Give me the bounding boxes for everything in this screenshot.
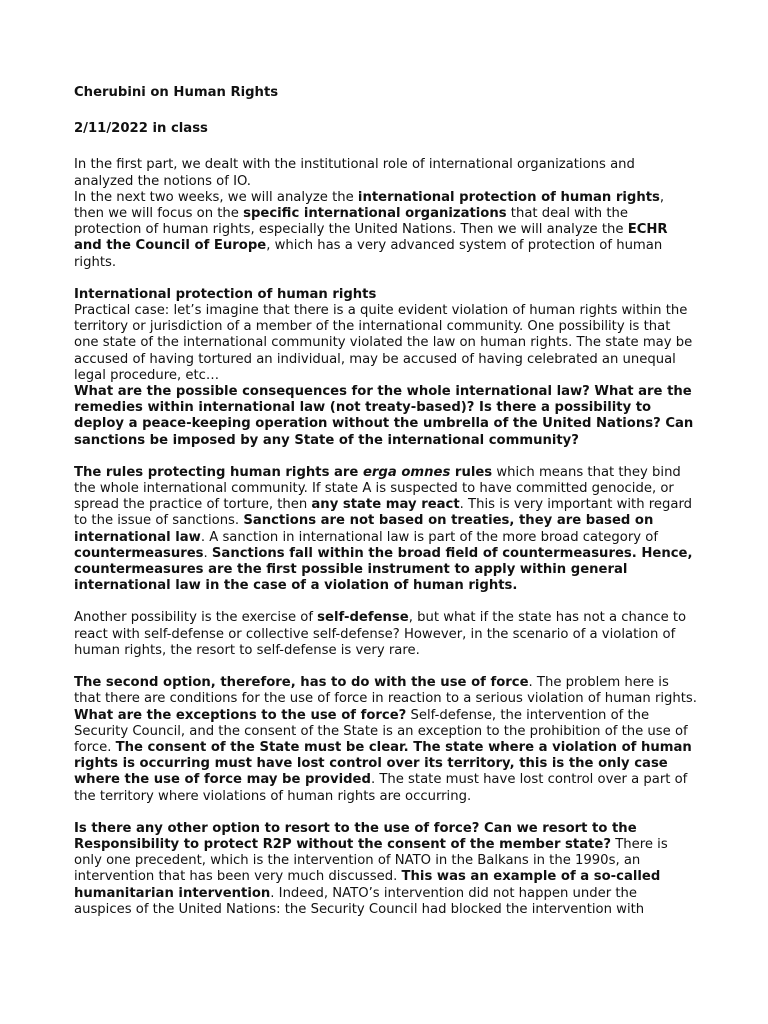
text-run: . The state must have lost control over a part of the territory where violations of human rights are occurring. bbox=[74, 772, 688, 804]
bold-run: The rules protecting human rights are bbox=[74, 464, 363, 480]
bold-run: countermeasures bbox=[74, 545, 204, 561]
section-heading: International protection of human rights bbox=[74, 286, 377, 302]
intro-paragraph-2 bbox=[74, 190, 698, 271]
bold-run: any state may react bbox=[311, 497, 460, 513]
text-run: that deal with the protection of human rights, especially the United Nations. Then we will analyze the bbox=[74, 206, 628, 238]
text-run: . The problem here is that there are conditions for the use of force in reaction to a serious violation of human rights. bbox=[74, 675, 697, 707]
r2p-paragraph bbox=[74, 821, 698, 918]
bold-run: The second option, therefore, has to do with the use of force bbox=[74, 675, 529, 691]
text-run: . bbox=[203, 545, 212, 561]
questions-paragraph: What are the possible consequences for the whole international law? What are the remedies within international law (not treaty-based)? Is there a possibility to deploy a peace-keeping operation without the umbrella of the United Nations? Can sanctions be imposed by any State of the international community? bbox=[74, 384, 694, 448]
text-run: , which has a very advanced system of protection of human rights. bbox=[74, 238, 663, 270]
text-run: . This is very important with regard to the issue of sanctions. bbox=[74, 497, 693, 529]
bold-run: This was an example of a so-called humanitarian intervention bbox=[74, 869, 661, 901]
italic-run: erga omnes bbox=[362, 464, 451, 480]
text-run: Another possibility is the exercise of bbox=[74, 610, 318, 626]
bold-run: Sanctions fall within the broad field of countermeasures. Hence, countermeasures are the first possible instrument to apply within general international law in the case of a violation of human rights. bbox=[74, 545, 693, 594]
erga-omnes-paragraph bbox=[74, 465, 698, 595]
text-run: . A sanction in international law is part of the more broad category of bbox=[200, 529, 658, 545]
bold-run: rules bbox=[450, 464, 493, 480]
bold-run: Sanctions are not based on treaties, they are based on international law bbox=[74, 513, 654, 545]
document-date: 2/11/2022 in class bbox=[74, 121, 208, 137]
text-run: In the next two weeks, we will analyze the bbox=[74, 189, 358, 205]
bold-run: specific international organizations bbox=[243, 206, 507, 222]
bold-run: ECHR and the Council of Europe bbox=[74, 222, 668, 254]
text-run: . Indeed, NATO’s intervention did not happen under the auspices of the United Nations: the Security Council had blocked the intervention with bbox=[74, 885, 645, 917]
text-run: There is only one precedent, which is the intervention of NATO in the Balkans in the 1990s, an intervention that has been very much discussed. bbox=[74, 836, 668, 885]
text-run: , but what if the state has not a chance to react with self-defense or collective self-defense? However, in the scenario of a violation of human rights, the resort to self-defense is very rare. bbox=[74, 610, 687, 658]
text-run: , then we will focus on the bbox=[74, 189, 665, 222]
bold-run: international protection of human rights bbox=[357, 189, 660, 205]
bold-run: The consent of the State must be clear. The state where a violation of human rights is occurring must have lost control over its territory, this is the only case where the use of force may be provided bbox=[74, 739, 692, 788]
intro-paragraph-1: In the first part, we dealt with the institutional role of international organizations and analyzed the notions of IO. bbox=[74, 157, 635, 189]
text-run: which means that they bind the whole international community. If state A is suspected to have committed genocide, or spread the practice of torture, then bbox=[74, 464, 681, 513]
bold-run: self-defense bbox=[317, 610, 409, 626]
bold-run: Is there any other option to resort to the use of force? Can we resort to the Responsibility to protect R2P without the consent of the member state? bbox=[74, 820, 637, 852]
use-of-force-paragraph bbox=[74, 675, 698, 805]
self-defense-paragraph bbox=[74, 610, 698, 659]
practical-case-paragraph: Practical case: let’s imagine that there is a quite evident violation of human rights within the territory or jurisdiction of a member of the international community. One possibility is that one state of the international community violated the law on human rights. The state may be accused of having tortured an individual, may be accused of having celebrated an unequal legal procedure, etc… bbox=[74, 303, 693, 383]
document-title: Cherubini on Human Rights bbox=[74, 85, 279, 100]
bold-run bbox=[363, 465, 450, 480]
bold-run: What are the exceptions to the use of force? bbox=[74, 707, 407, 723]
text-run: Self-defense, the intervention of the Security Council, and the consent of the State is an exception to the prohibition of the use of force. bbox=[74, 707, 688, 755]
